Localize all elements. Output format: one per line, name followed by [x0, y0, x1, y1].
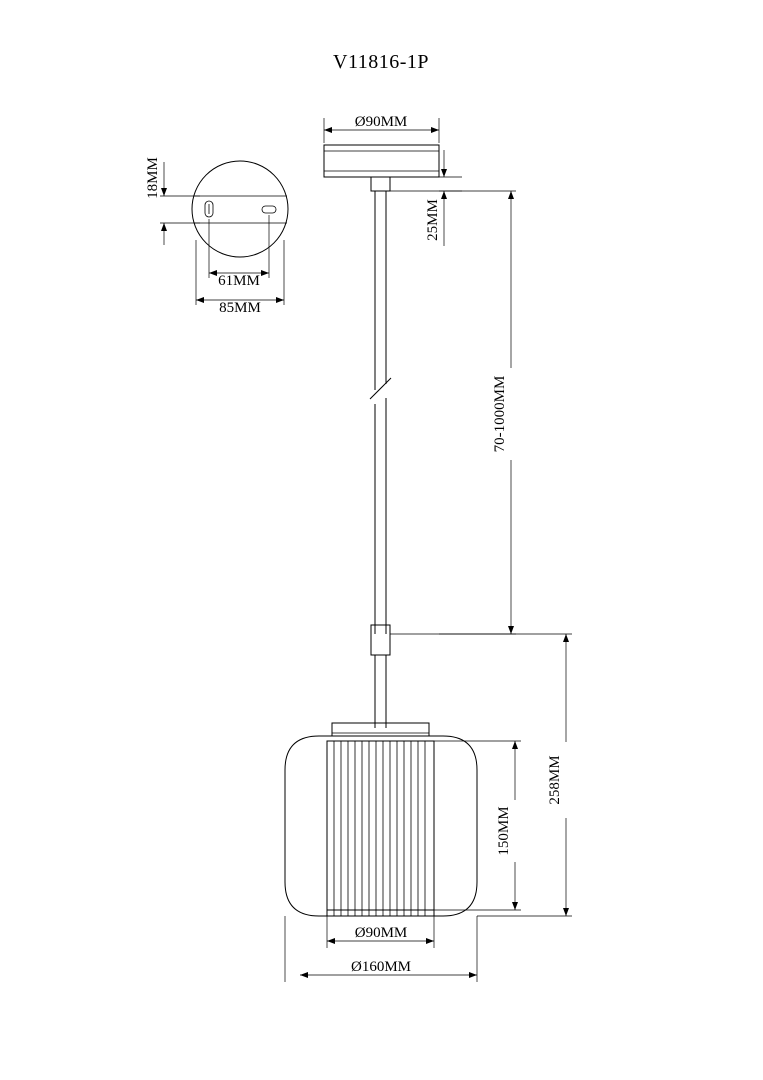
canopy-stem-fitting	[371, 177, 390, 191]
arrow-18mm-bottom	[161, 223, 167, 231]
arrow-25mm-bottom	[441, 191, 447, 199]
arrow-150-bottom	[512, 902, 518, 910]
dim-label-canopy-diameter: Ø90MM	[354, 114, 408, 130]
arrow-25mm-top	[441, 169, 447, 177]
dim-label-18mm: 18MM	[145, 157, 161, 199]
mounting-plate-view	[145, 157, 288, 316]
plate-slot-right	[262, 206, 276, 213]
arrow-85mm-left	[196, 297, 204, 303]
front-elevation-view	[285, 114, 572, 982]
dim-label-total-height: 258MM	[547, 755, 563, 805]
arrow-outer-dia-left	[300, 972, 308, 978]
arrow-150-top	[512, 741, 518, 749]
arrow-18mm-top	[161, 188, 167, 196]
arrow-rod-bottom	[508, 626, 514, 634]
lamp-holder	[371, 625, 390, 655]
arrow-inner-dia-left	[327, 938, 335, 944]
page-title: V11816-1P	[333, 51, 429, 73]
arrow-outer-dia-right	[469, 972, 477, 978]
arrow-258-bottom	[563, 908, 569, 916]
dim-label-61mm: 61MM	[218, 273, 260, 289]
dim-label-25mm: 25MM	[425, 199, 441, 241]
dim-label-rod-length: 70-1000MM	[492, 375, 508, 453]
arrow-258-top	[563, 634, 569, 642]
arrow-canopy-dia-left	[324, 127, 332, 133]
dim-label-85mm: 85MM	[219, 300, 261, 316]
dim-label-shade-height: 150MM	[496, 806, 512, 856]
dim-label-shade-inner-diameter: Ø90MM	[354, 925, 408, 941]
canopy-body	[324, 145, 439, 177]
arrow-inner-dia-right	[426, 938, 434, 944]
plate-circle	[192, 161, 288, 257]
arrow-61mm-right	[261, 270, 269, 276]
arrow-rod-top	[508, 191, 514, 199]
arrow-61mm-left	[209, 270, 217, 276]
arrow-canopy-dia-right	[431, 127, 439, 133]
rod-break-symbol	[370, 378, 391, 399]
arrow-85mm-right	[276, 297, 284, 303]
shade-outer-glass	[285, 736, 477, 916]
dim-label-shade-outer-diameter: Ø160MM	[350, 959, 412, 975]
